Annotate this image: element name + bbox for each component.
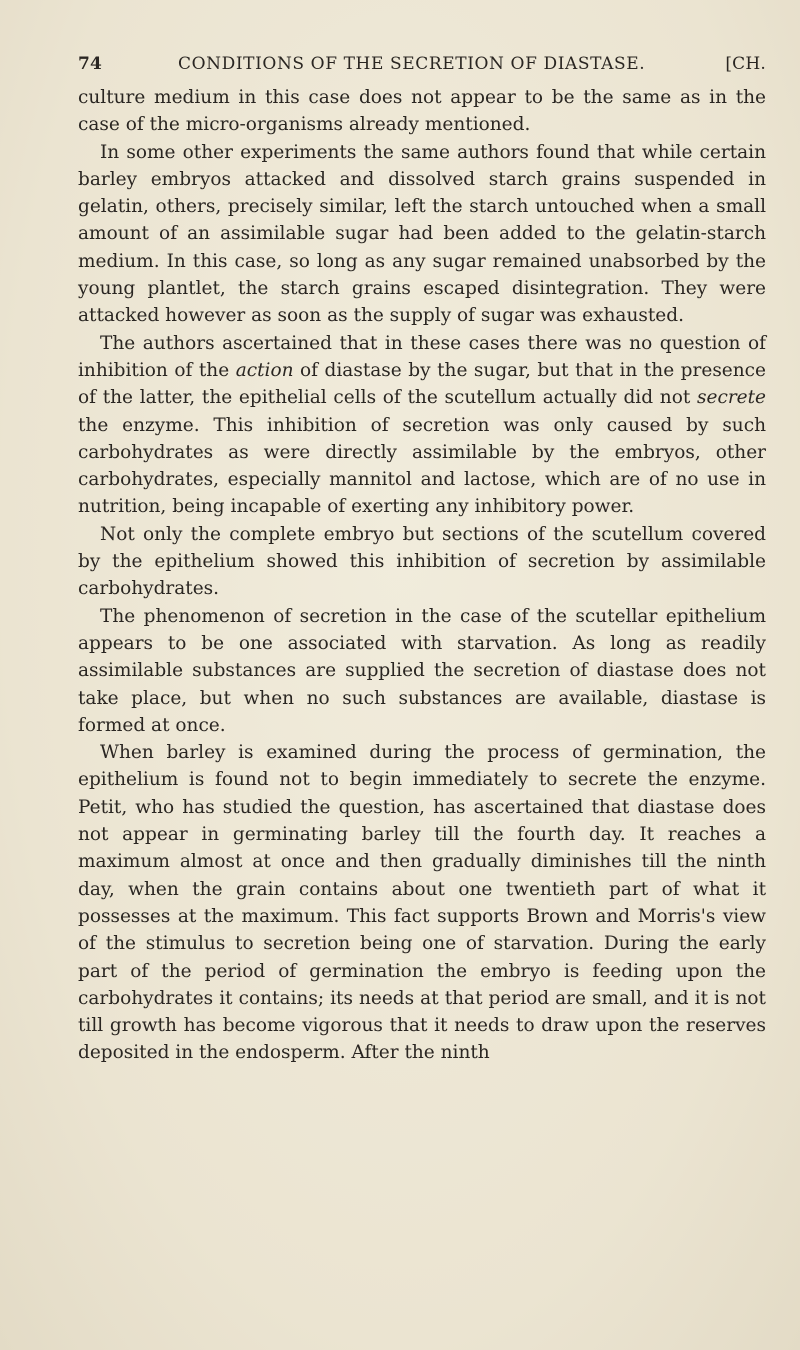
paragraph-barley-embryos: In some other experiments the same authors found that while certain barley embryos attacked and dissolved starch grains suspended in gelatin, others, precisely similar, left the starch untouched when a small amount of an assimilable sugar had been added to the gelatin-starch medium. In this case, so long as any sugar remained unabsorbed by the young plantlet, the starch grains escaped disintegration. They were attacked however as soon as the supply of sugar was exhausted.: [78, 141, 766, 327]
page-number: 74: [78, 54, 103, 74]
paragraph-inhibition-part-1: The authors ascertained that in these cases there was no question of inhibition of the: [78, 332, 766, 381]
paragraph-scutellum-sections: Not only the complete embryo but sections of the scutellum covered by the epithelium showed this inhibition of secretion by assimilable carbohydrates.: [78, 523, 766, 600]
emphasis-secrete: secrete: [697, 387, 766, 409]
emphasis-action: action: [235, 359, 294, 381]
paragraph-germination: When barley is examined during the process of germination, the epithelium is found not to begin immediately to secrete the enzyme. Petit, who has studied the question, has ascertained that diastase does not appear in germinating barley till the fourth day. It reaches a maximum almost at once and then gradually diminishes till the ninth day, when the grain contains about one twentieth part of what it possesses at the maximum. This fact supports Brown and Morris's view of the stimulus to secretion being one of starvation. During the early part of the period of germination the embryo is feeding upon the carbohydrates it contains; its needs at that period are small, and it is not till growth has become vigorous that it needs to draw upon the reserves deposited in the endosperm. After the ninth: [78, 742, 766, 1064]
running-title: CONDITIONS OF THE SECRETION OF DIASTASE.: [178, 54, 646, 74]
chapter-abbreviation: [CH.: [725, 54, 766, 74]
paragraph-culture-medium: culture medium in this case does not appear to be the same as in the case of the micro-organisms already mentioned.: [78, 87, 766, 136]
paragraph-inhibition-part-3: the enzyme. This inhibition of secretion was only caused by such carbohydrates as were directly assimilable by the embryos, other carbohydrates, especially mannitol and lactose, which are of no use in nutrition, being incapable of exerting any inhibitory power.: [78, 414, 766, 518]
paragraph-starvation: The phenomenon of secretion in the case of the scutellar epithelium appears to be one associated with starvation. As long as readily assimilable substances are supplied the secretion of diastase does not take place, but when no such substances are available, diastase is formed at once.: [78, 605, 766, 736]
body-text: [78, 84, 766, 1067]
running-head: [78, 54, 770, 80]
paragraph-inhibition-part-2: of diastase by the sugar, but that in the presence of the latter, the epithelial cells of the scutellum actually did not: [78, 359, 766, 409]
paragraph-inhibition: [78, 330, 766, 521]
